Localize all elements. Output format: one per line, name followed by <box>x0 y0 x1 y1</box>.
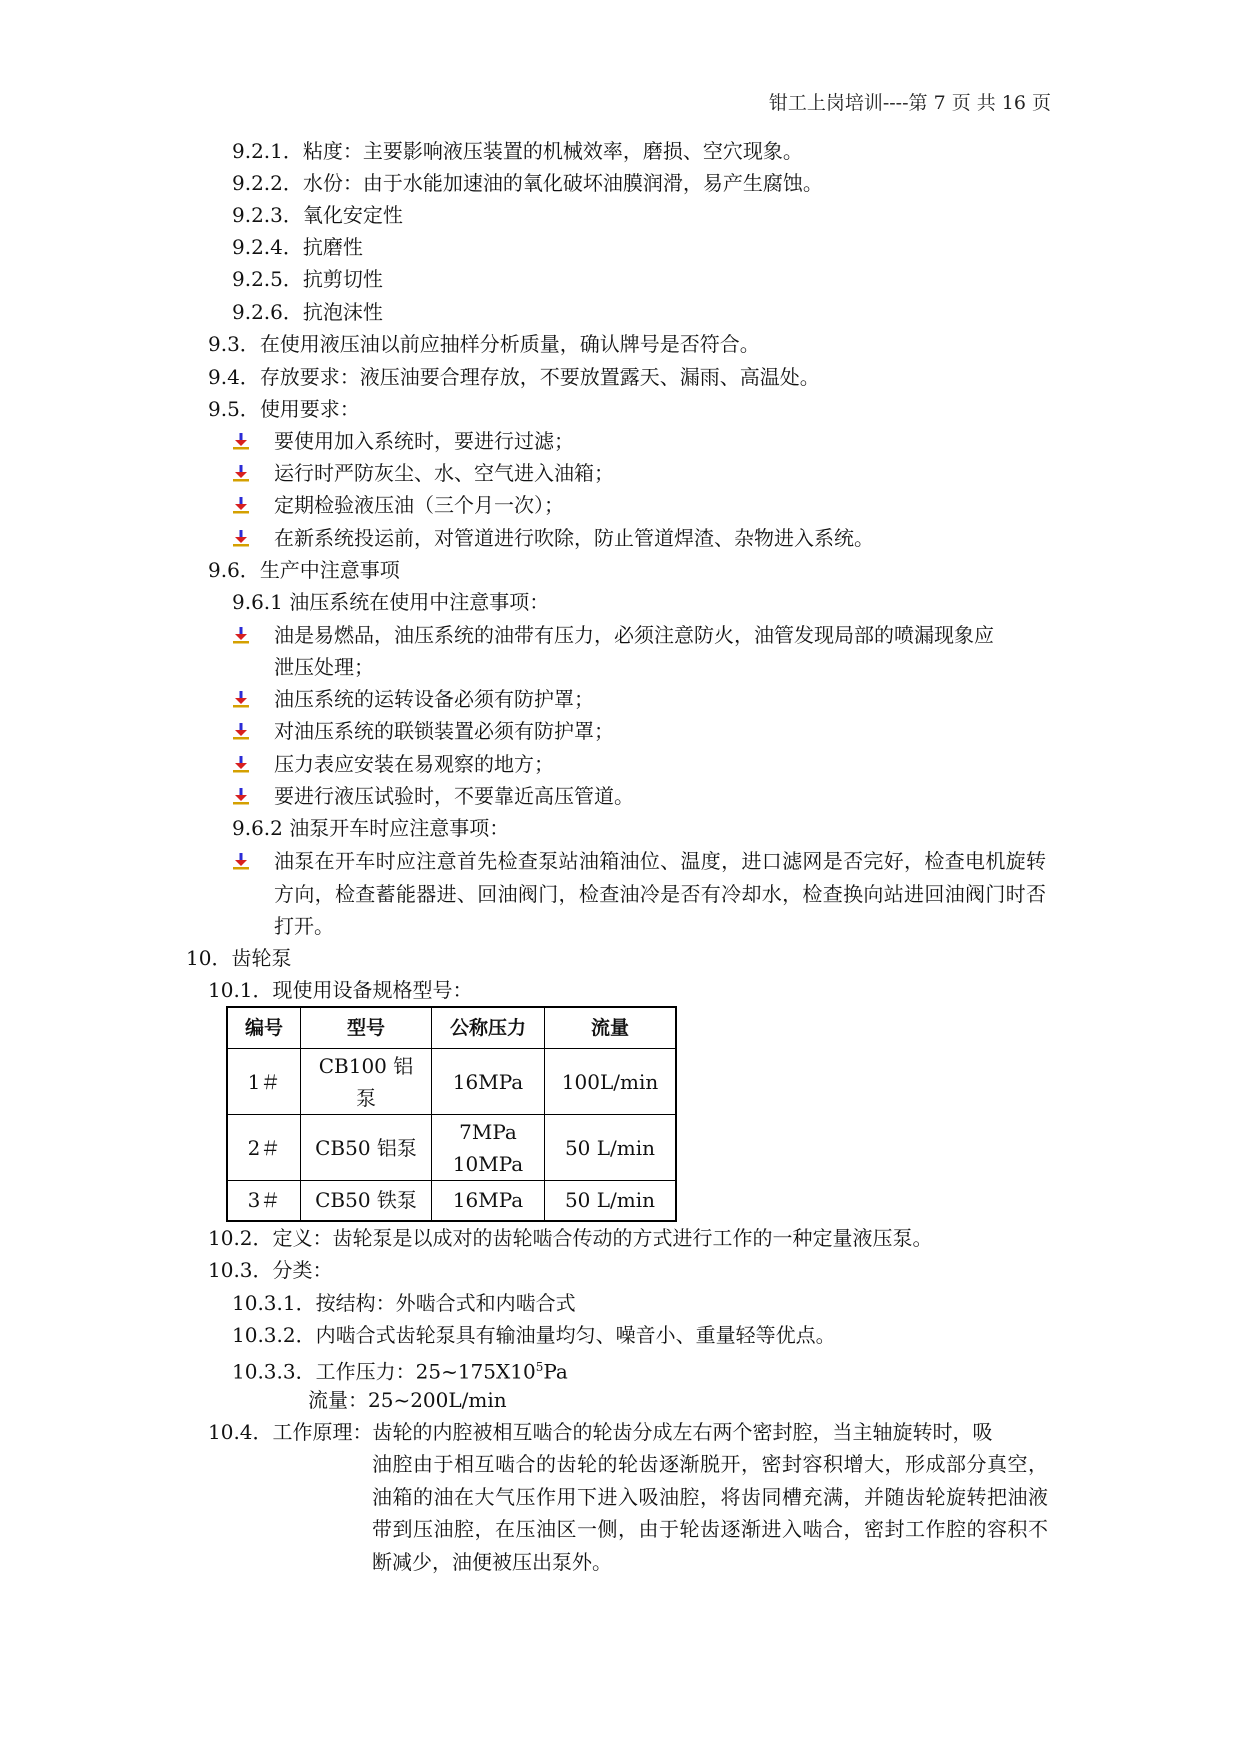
item-9-2-3: 9.2.3．氧化安定性 <box>232 203 403 227</box>
table-cell: 50 L/min <box>545 1181 677 1221</box>
bullet-text: 定期检验液压油（三个月一次）； <box>274 493 564 517</box>
table-row <box>227 1181 676 1221</box>
table-cell: 1＃ <box>227 1049 301 1115</box>
item-9-3: 9.3．在使用液压油以前应抽样分析质量，确认牌号是否符合。 <box>208 332 760 356</box>
table-header-cell: 型号 <box>301 1007 432 1049</box>
item-10-3-1: 10.3.1．按结构：外啮合式和内啮合式 <box>232 1291 576 1315</box>
item-9-4: 9.4．存放要求：液压油要合理存放，不要放置露天、漏雨、高温处。 <box>208 365 820 389</box>
item-10-2: 10.2．定义：齿轮泵是以成对的齿轮啮合传动的方式进行工作的一种定量液压泵。 <box>208 1226 933 1250</box>
arrow-bullet-icon <box>232 627 250 645</box>
item-10-3-3: 10.3.3．工作压力：$25\sim 175X10^5Pa$ <box>232 1359 568 1384</box>
bullet-text: 压力表应安装在易观察的地方； <box>274 752 554 776</box>
cell-line: 7MPa <box>459 1119 517 1144</box>
item-10-3-3-flow: 流量：25~200L/min <box>308 1388 507 1412</box>
table-header-cell: 流量 <box>545 1007 677 1049</box>
arrow-bullet-icon <box>232 530 250 548</box>
table-cell: 100L/min <box>545 1049 677 1115</box>
bullet-text: 要使用加入系统时，要进行过滤； <box>274 429 574 453</box>
item-10-3: 10.3．分类： <box>208 1258 333 1282</box>
table-row <box>227 1049 676 1115</box>
table-header-cell: 公称压力 <box>432 1007 545 1049</box>
table-header-cell: 编号 <box>227 1007 301 1049</box>
table-cell: 16MPa <box>432 1049 545 1115</box>
page-header: 钳工上岗培训----第 7 页 共 16 页 <box>768 92 1051 114</box>
bullet-paragraph: 油泵在开车时应注意首先检查泵站油箱油位、温度，进口滤网是否完好，检查电机旋转方向，检查蓄能器进、回油阀门，检查油冷是否有冷却水，检查换向站进回油阀门时否打开。 <box>274 849 1046 938</box>
arrow-bullet-icon <box>232 497 250 515</box>
item-9-2-2: 9.2.2．水份：由于水能加速油的氧化破坏油膜润滑，易产生腐蚀。 <box>232 171 823 195</box>
item-9-2-5: 9.2.5．抗剪切性 <box>232 267 383 291</box>
arrow-bullet-icon <box>232 691 250 709</box>
bullet-text-continuation: 泄压处理； <box>274 655 374 679</box>
table-row <box>227 1115 676 1181</box>
section-10-heading: 10．齿轮泵 <box>186 946 292 970</box>
table-cell: CB50 铝泵 <box>301 1115 432 1181</box>
bullet-text: 要进行液压试验时，不要靠近高压管道。 <box>274 784 634 808</box>
arrow-bullet-icon <box>232 723 250 741</box>
table-cell: 2＃ <box>227 1115 301 1181</box>
table-cell: CB50 铁泵 <box>301 1181 432 1221</box>
item-9-6-1: 9.6.1 油压系统在使用中注意事项： <box>232 590 550 614</box>
arrow-bullet-icon <box>232 788 250 806</box>
item-9-6-2: 9.6.2 油泵开车时应注意事项： <box>232 816 510 840</box>
item-10-4: 10.4．工作原理：齿轮的内腔被相互啮合的轮齿分成左右两个密封腔，当主轴旋转时，吸 <box>208 1420 993 1444</box>
table-cell: 50 L/min <box>545 1115 677 1181</box>
table-cell: 3＃ <box>227 1181 301 1221</box>
item-9-2-1: 9.2.1．粘度：主要影响液压装置的机械效率，磨损、空穴现象。 <box>232 139 803 163</box>
arrow-bullet-icon <box>232 465 250 483</box>
table-header-row <box>227 1007 676 1049</box>
item-9-5: 9.5．使用要求： <box>208 397 360 421</box>
cell-line: 泵 <box>356 1085 376 1110</box>
table-cell <box>301 1049 432 1115</box>
item-10-4-paragraph: 油腔由于相互啮合的齿轮的轮齿逐渐脱开，密封容积增大，形成部分真空，油箱的油在大气压作用下进入吸油腔，将齿同槽充满，并随齿轮旋转把油液带到压油腔，在压油区一侧，由于轮齿逐渐进入啮合，密封工作腔的容积不断减少，油便被压出泵外。 <box>372 1452 1048 1574</box>
arrow-bullet-icon <box>232 756 250 774</box>
item-9-2-6: 9.2.6．抗泡沫性 <box>232 300 383 324</box>
bullet-text: 油是易燃品，油压系统的油带有压力，必须注意防火，油管发现局部的喷漏现象应 <box>274 623 994 647</box>
cell-line: 10MPa <box>452 1151 524 1176</box>
bullet-text: 对油压系统的联锁装置必须有防护罩； <box>274 719 614 743</box>
bullet-text: 油压系统的运转设备必须有防护罩； <box>274 687 594 711</box>
arrow-bullet-icon <box>232 853 250 871</box>
item-10-1: 10.1．现使用设备规格型号： <box>208 978 473 1002</box>
item-9-6: 9.6．生产中注意事项 <box>208 558 400 582</box>
table-cell: 16MPa <box>432 1181 545 1221</box>
bullet-text: 在新系统投运前，对管道进行吹除，防止管道焊渣、杂物进入系统。 <box>274 526 874 550</box>
item-9-2-4: 9.2.4．抗磨性 <box>232 235 363 259</box>
bullet-text: 运行时严防灰尘、水、空气进入油箱； <box>274 461 614 485</box>
arrow-bullet-icon <box>232 433 250 451</box>
table-cell <box>432 1115 545 1181</box>
cell-line: CB100 铝 <box>318 1053 414 1078</box>
item-10-3-2: 10.3.2．内啮合式齿轮泵具有输油量均匀、噪音小、重量轻等优点。 <box>232 1323 836 1347</box>
pump-spec-table <box>226 1006 677 1222</box>
